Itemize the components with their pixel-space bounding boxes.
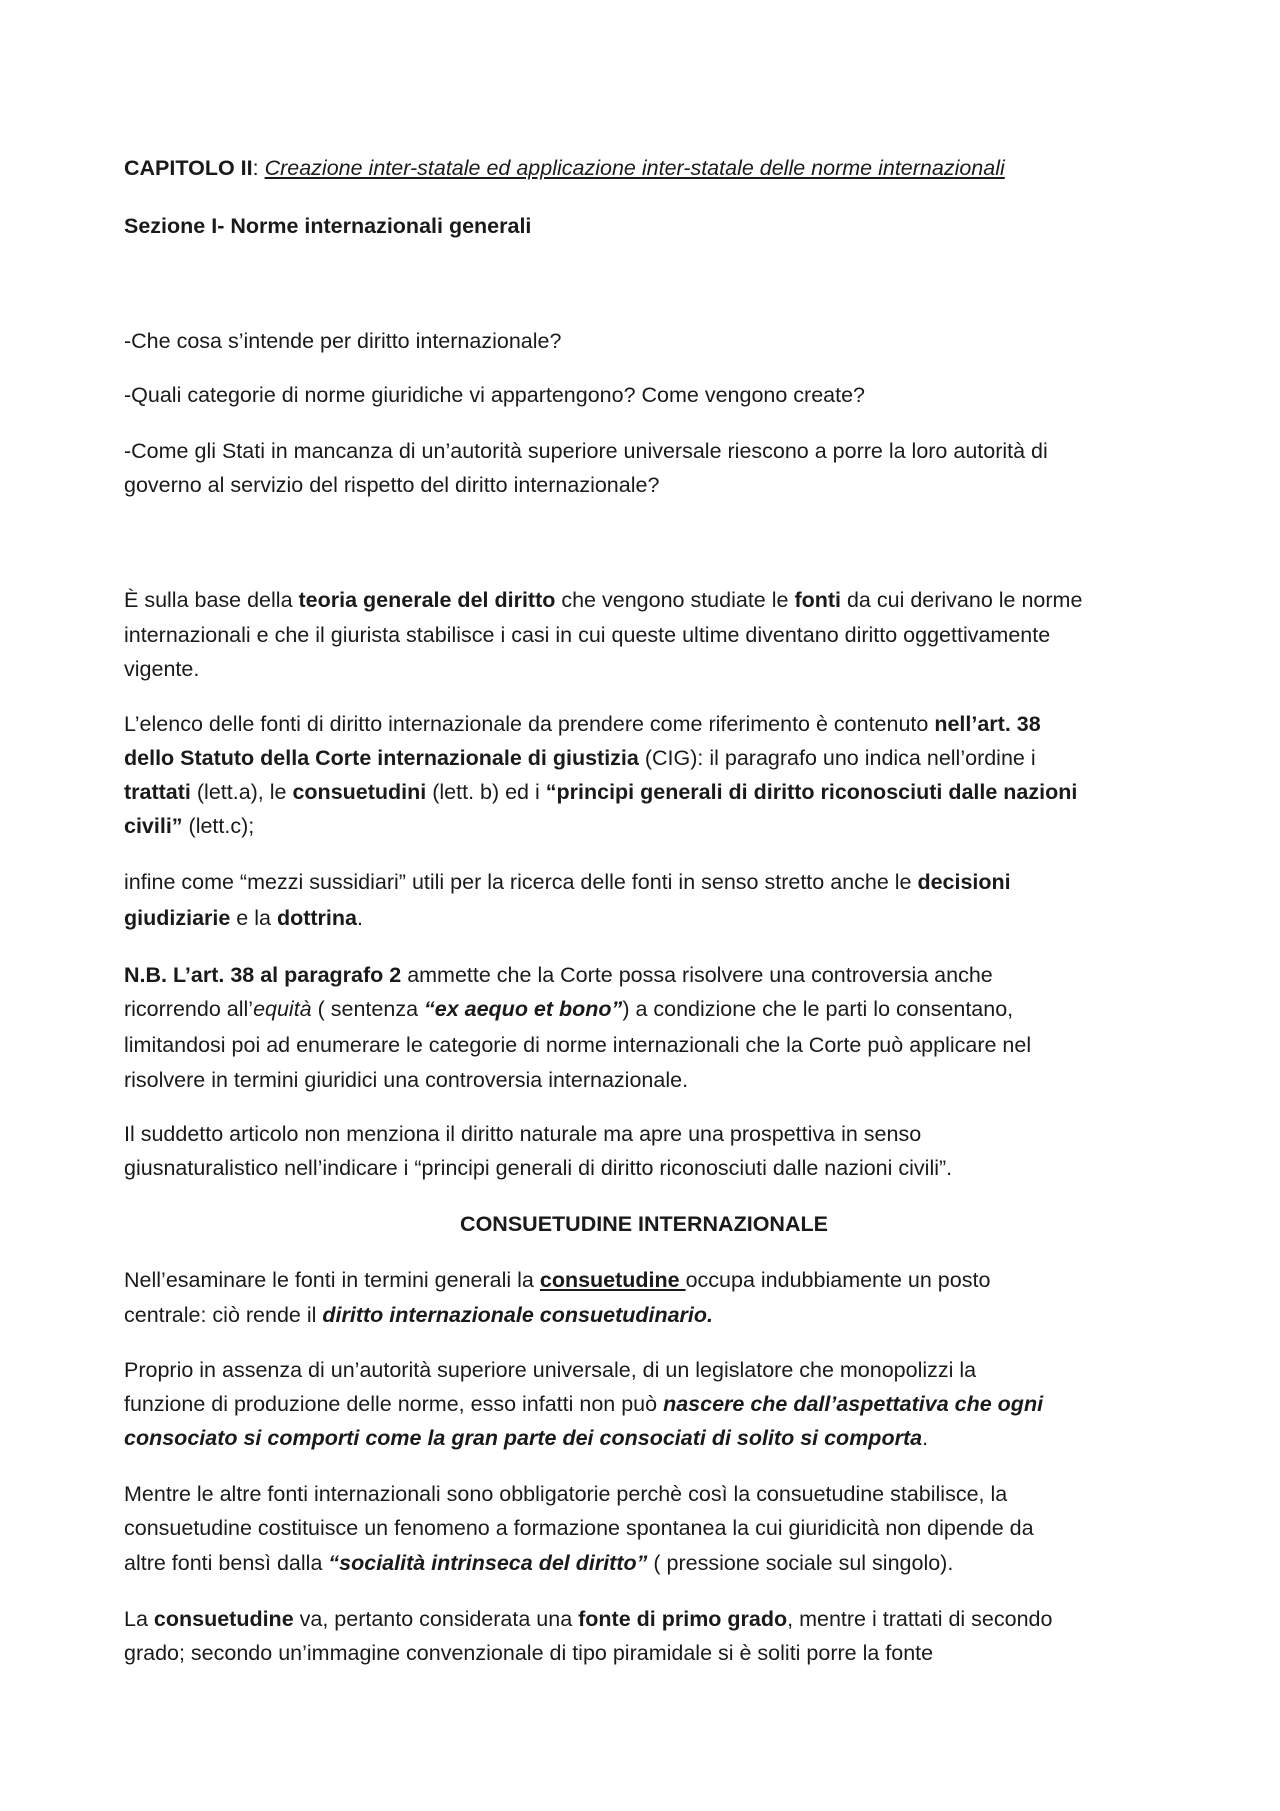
paragraph-4-line-2: ricorrendo all’equità ( sentenza “ex aequo et bono”) a condizione che le parti lo consentano, <box>124 997 1014 1021</box>
paragraph-5-line-1: Il suddetto articolo non menziona il diritto naturale ma apre una prospettiva in senso <box>124 1122 922 1146</box>
section-heading: CONSUETUDINE INTERNAZIONALE <box>460 1212 828 1236</box>
paragraph-1-line-1: È sulla base della teoria generale del diritto che vengono studiate le fonti da cui derivano le norme <box>124 588 1083 612</box>
paragraph-2-line-4: civili” (lett.c); <box>124 814 255 838</box>
paragraph-4-line-1: N.B. L’art. 38 al paragrafo 2 ammette che la Corte possa risolvere una controversia anche <box>124 963 993 987</box>
section-title: Sezione I- Norme internazionali generali <box>124 214 532 238</box>
question-2: -Quali categorie di norme giuridiche vi appartengono? Come vengono create? <box>124 383 866 407</box>
chapter-title: Creazione inter-statale ed applicazione inter-statale delle norme internazionali <box>264 156 1005 180</box>
question-3-line-1: -Come gli Stati in mancanza di un’autorità superiore universale riescono a porre la loro autorità di <box>124 439 1048 463</box>
paragraph-8-line-1: Mentre le altre fonti internazionali sono obbligatorie perchè così la consuetudine stabilisce, la <box>124 1482 1008 1506</box>
question-3-line-2: governo al servizio del rispetto del diritto internazionale? <box>124 473 660 497</box>
paragraph-5-line-2: giusnaturalistico nell’indicare i “principi generali di diritto riconosciuti dalle nazioni civili”. <box>124 1156 953 1180</box>
paragraph-8-line-3: altre fonti bensì dalla “socialità intrinseca del diritto” ( pressione sociale sul singolo). <box>124 1551 954 1575</box>
paragraph-7-line-2: funzione di produzione delle norme, esso infatti non può nascere che dall’aspettativa che ogni <box>124 1392 1044 1416</box>
paragraph-6-line-2: centrale: ciò rende il diritto internazionale consuetudinario. <box>124 1303 714 1327</box>
paragraph-9-line-2: grado; secondo un’immagine convenzionale di tipo piramidale si è soliti porre la fonte <box>124 1641 934 1665</box>
paragraph-2-line-1: L’elenco delle fonti di diritto internazionale da prendere come riferimento è contenuto nell’art. 38 <box>124 712 1041 736</box>
paragraph-2-line-3: trattati (lett.a), le consuetudini (lett. b) ed i “principi generali di diritto riconosciuti dalle nazioni <box>124 780 1078 804</box>
paragraph-7-line-1: Proprio in assenza di un’autorità superiore universale, di un legislatore che monopolizzi la <box>124 1358 977 1382</box>
paragraph-3-line-2: giudiziarie e la dottrina. <box>124 906 363 930</box>
paragraph-2-line-2: dello Statuto della Corte internazionale di giustizia (CIG): il paragrafo uno indica nell’ordine i <box>124 746 1036 770</box>
paragraph-7-line-3: consociato si comporti come la gran parte dei consociati di solito si comporta. <box>124 1426 929 1450</box>
paragraph-1-line-3: vigente. <box>124 657 200 681</box>
question-1: -Che cosa s’intende per diritto internazionale? <box>124 329 562 353</box>
paragraph-4-line-3: limitandosi poi ad enumerare le categorie di norme internazionali che la Corte può applicare nel <box>124 1033 1032 1057</box>
paragraph-1-line-2: internazionali e che il giurista stabilisce i casi in cui queste ultime diventano diritto oggettivamente <box>124 623 1051 647</box>
paragraph-6-line-1: Nell’esaminare le fonti in termini generali la consuetudine occupa indubbiamente un posto <box>124 1268 991 1292</box>
paragraph-8-line-2: consuetudine costituisce un fenomeno a formazione spontanea la cui giuridicità non dipende da <box>124 1516 1034 1540</box>
paragraph-4-line-4: risolvere in termini giuridici una controversia internazionale. <box>124 1068 689 1092</box>
paragraph-9-line-1: La consuetudine va, pertanto considerata una fonte di primo grado, mentre i trattati di secondo <box>124 1607 1053 1631</box>
chapter-heading: CAPITOLO II: Creazione inter-statale ed applicazione inter-statale delle norme internazionali <box>124 156 1005 180</box>
paragraph-3-line-1: infine come “mezzi sussidiari” utili per la ricerca delle fonti in senso stretto anche le decisioni <box>124 870 1011 894</box>
